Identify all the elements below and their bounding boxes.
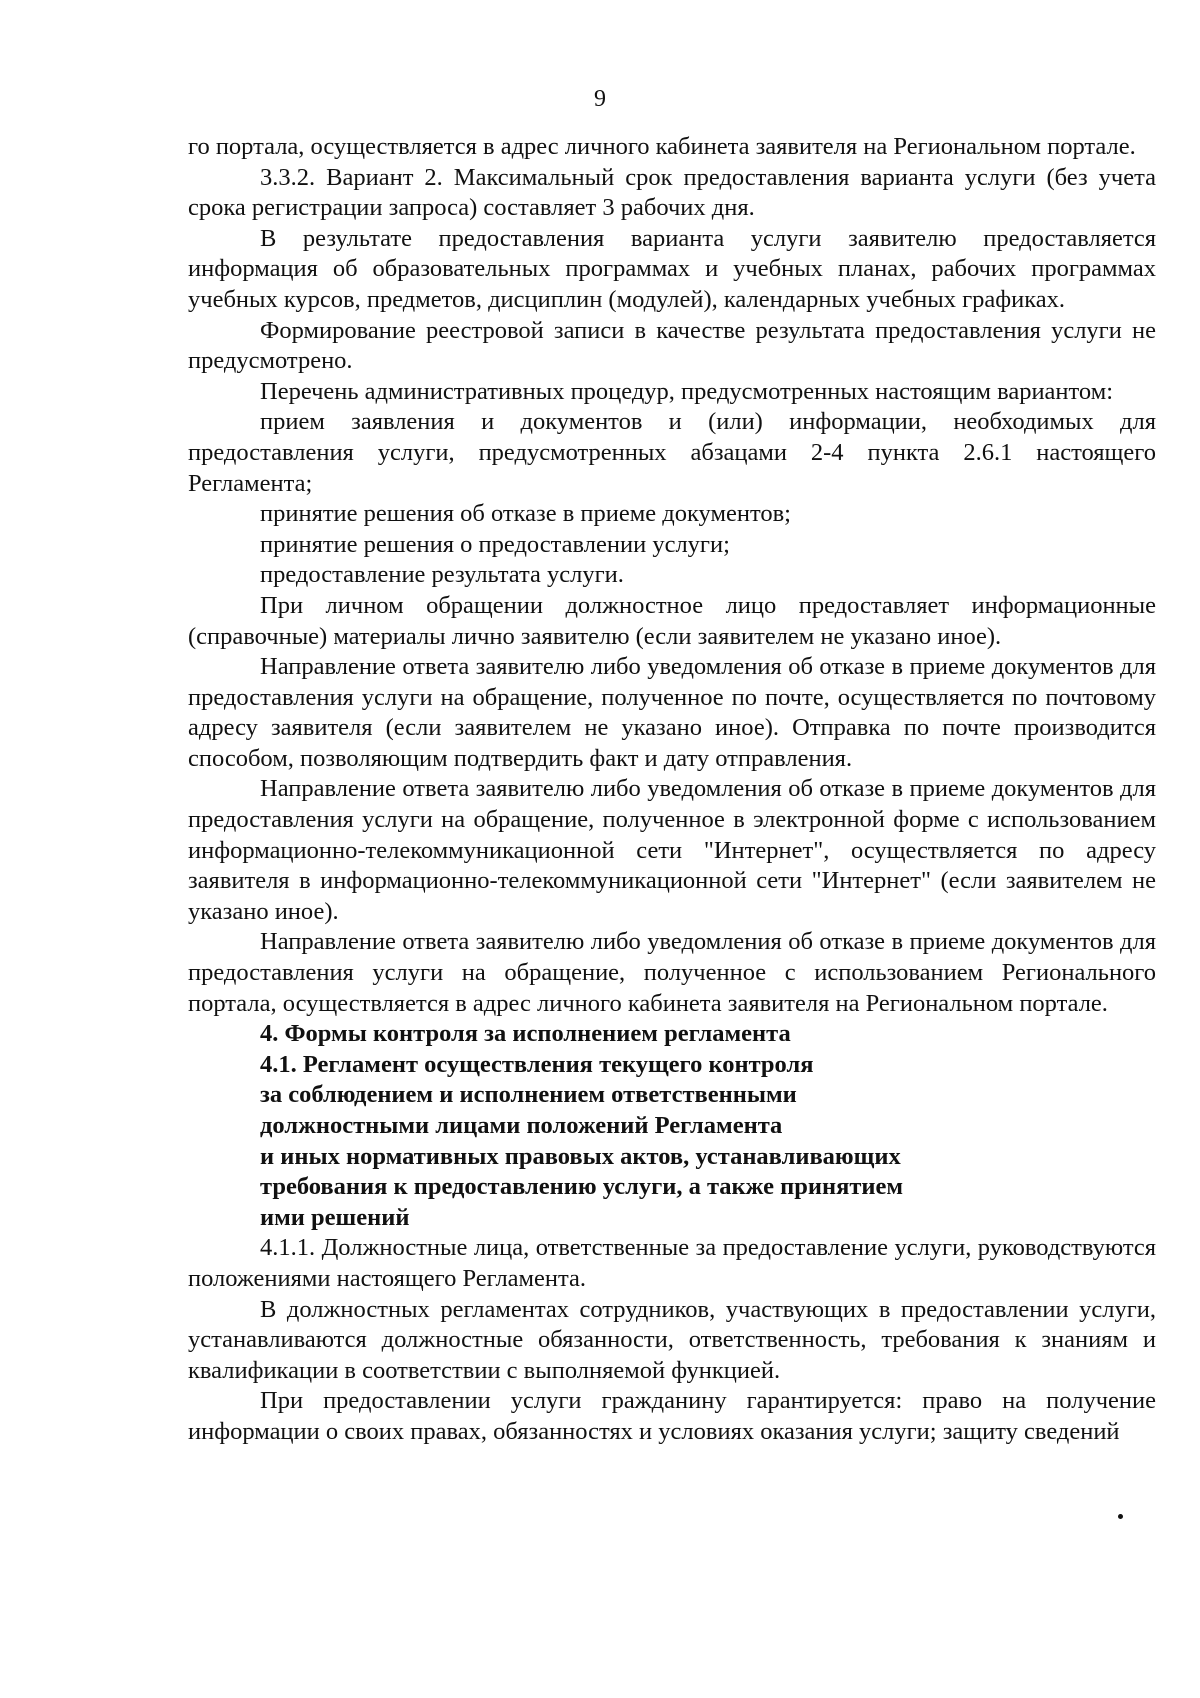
- subsection-heading-line: требования к предоставлению услуги, а также принятием: [260, 1173, 904, 1201]
- subsection-heading-line: 4.1. Регламент осуществления текущего контроля: [260, 1050, 814, 1078]
- paragraph: 4.1.1. Должностные лица, ответственные за предоставление услуги, руководствуются положениями настоящего Регламента.: [188, 1234, 1156, 1292]
- list-item: предоставление результата услуги.: [260, 561, 624, 589]
- document-body: [188, 132, 1156, 1448]
- subsection-heading-line: ими решений: [260, 1203, 410, 1231]
- scan-speck: [1118, 1514, 1123, 1519]
- paragraph: Направление ответа заявителю либо уведомления об отказе в приеме документов для предоставления услуги на обращение, полученное в электронной форме с использованием информационно-телекоммуникационной сети "Интернет", осуществляется по адресу заявителя в информационно-телекоммуникационной сети "Интернет" (если заявителем не указано иное).: [188, 775, 1156, 925]
- paragraph: Направление ответа заявителю либо уведомления об отказе в приеме документов для предоставления услуги на обращение, полученное с использованием Регионального портала, осуществляется в адрес личного кабинета заявителя на Региональном портале.: [188, 928, 1156, 1017]
- paragraph: В результате предоставления варианта услуги заявителю предоставляется информация об образовательных программах и учебных планах, рабочих программах учебных курсов, предметов, дисциплин (модулей), календарных учебных графиках.: [188, 224, 1156, 313]
- paragraph: 3.3.2. Вариант 2. Максимальный срок предоставления варианта услуги (без учета срока регистрации запроса) составляет 3 рабочих дня.: [188, 163, 1156, 222]
- subsection-heading-line: за соблюдением и исполнением ответственными: [260, 1081, 797, 1109]
- section-heading: 4. Формы контроля за исполнением регламента: [260, 1020, 791, 1048]
- list-item: прием заявления и документов и (или) информации, необходимых для предоставления услуги, предусмотренных абзацами 2-4 пункта 2.6.1 настоящего Регламента;: [188, 408, 1156, 497]
- subsection-heading: [188, 1050, 1156, 1234]
- page-number: 9: [594, 86, 606, 112]
- paragraph: Направление ответа заявителю либо уведомления об отказе в приеме документов для предоставления услуги на обращение, полученное по почте, осуществляется по почтовому адресу заявителя (если заявителем не указано иное). Отправка по почте производится способом, позволяющим подтвердить факт и дату отправления.: [188, 653, 1156, 772]
- paragraph: При предоставлении услуги гражданину гарантируется: право на получение информации о своих правах, обязанностях и условиях оказания услуги; защиту сведений: [188, 1387, 1156, 1445]
- subsection-heading-line: и иных нормативных правовых актов, устанавливающих: [260, 1142, 901, 1170]
- list-item: принятие решения о предоставлении услуги;: [260, 530, 730, 558]
- paragraph: При личном обращении должностное лицо предоставляет информационные (справочные) материалы лично заявителю (если заявителем не указано иное).: [188, 591, 1156, 650]
- paragraph: Перечень административных процедур, предусмотренных настоящим вариантом:: [260, 377, 1114, 405]
- paragraph: В должностных регламентах сотрудников, участвующих в предоставлении услуги, устанавливаются должностные обязанности, ответственность, требования к знаниям и квалификации в соответствии с выполняемой функцией.: [188, 1295, 1156, 1384]
- subsection-heading-line: должностными лицами положений Регламента: [260, 1112, 783, 1139]
- paragraph: го портала, осуществляется в адрес личного кабинета заявителя на Региональном портале.: [188, 133, 1136, 160]
- list-item: принятие решения об отказе в приеме документов;: [260, 500, 791, 528]
- paragraph: Формирование реестровой записи в качестве результата предоставления услуги не предусмотрено.: [188, 316, 1156, 375]
